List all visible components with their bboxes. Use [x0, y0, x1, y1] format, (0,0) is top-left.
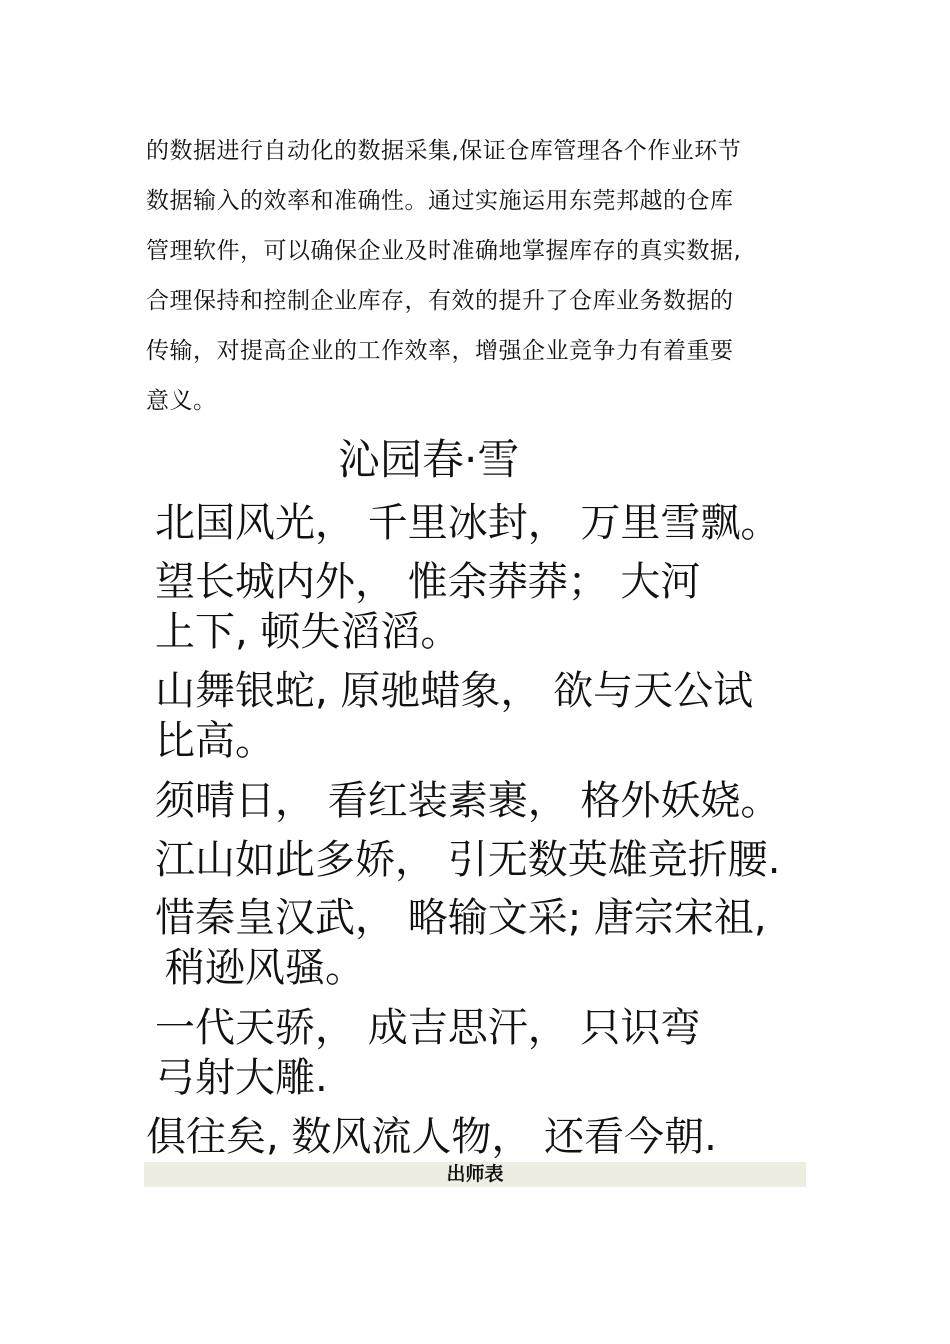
intro-paragraph: [146, 126, 806, 426]
poem-line: 江山如此多娇， 引无数英雄竞折腰.: [155, 837, 781, 883]
poem-line: 惜秦皇汉武， 略输文采; 唐宗宋祖,: [155, 895, 767, 941]
poem-line: 比高。: [155, 718, 275, 764]
poem-line: 一代天骄， 成吉思汗， 只识弯: [155, 1005, 701, 1051]
intro-line: 传输，对提高企业的工作效率，增强企业竞争力有着重要: [146, 338, 734, 364]
intro-line: 意义。: [146, 388, 217, 414]
intro-line: 的数据进行自动化的数据采集,保证仓库管理各个作业环节: [146, 138, 742, 164]
poem-line: 山舞银蛇, 原驰蜡象， 欲与天公试: [155, 668, 754, 714]
poem-line: 上下, 顿失滔滔。: [155, 609, 461, 655]
poem-line: 弓射大雕.: [155, 1055, 328, 1101]
poem-line: 俱往矣, 数风流人物， 还看今朝.: [146, 1114, 717, 1160]
intro-line: 管理软件，可以确保企业及时准确地掌握库存的真实数据,: [146, 238, 742, 264]
poem-line: 北国风光， 千里冰封， 万里雪飘。: [155, 500, 781, 546]
intro-line: 数据输入的效率和准确性。通过实施运用东莞邦越的仓库: [146, 188, 734, 214]
poem-title: 沁园春·雪: [338, 435, 520, 484]
intro-line: 合理保持和控制企业库存，有效的提升了仓库业务数据的: [146, 288, 734, 314]
poem-line: 望长城内外， 惟余莽莽； 大河: [155, 559, 701, 605]
poem-line: 须晴日， 看红装素裹， 格外妖娆。: [155, 778, 781, 824]
poem-line: 稍逊风骚。: [165, 945, 365, 991]
section-header-bar: [144, 1162, 806, 1187]
section-title: 出师表: [446, 1163, 504, 1185]
